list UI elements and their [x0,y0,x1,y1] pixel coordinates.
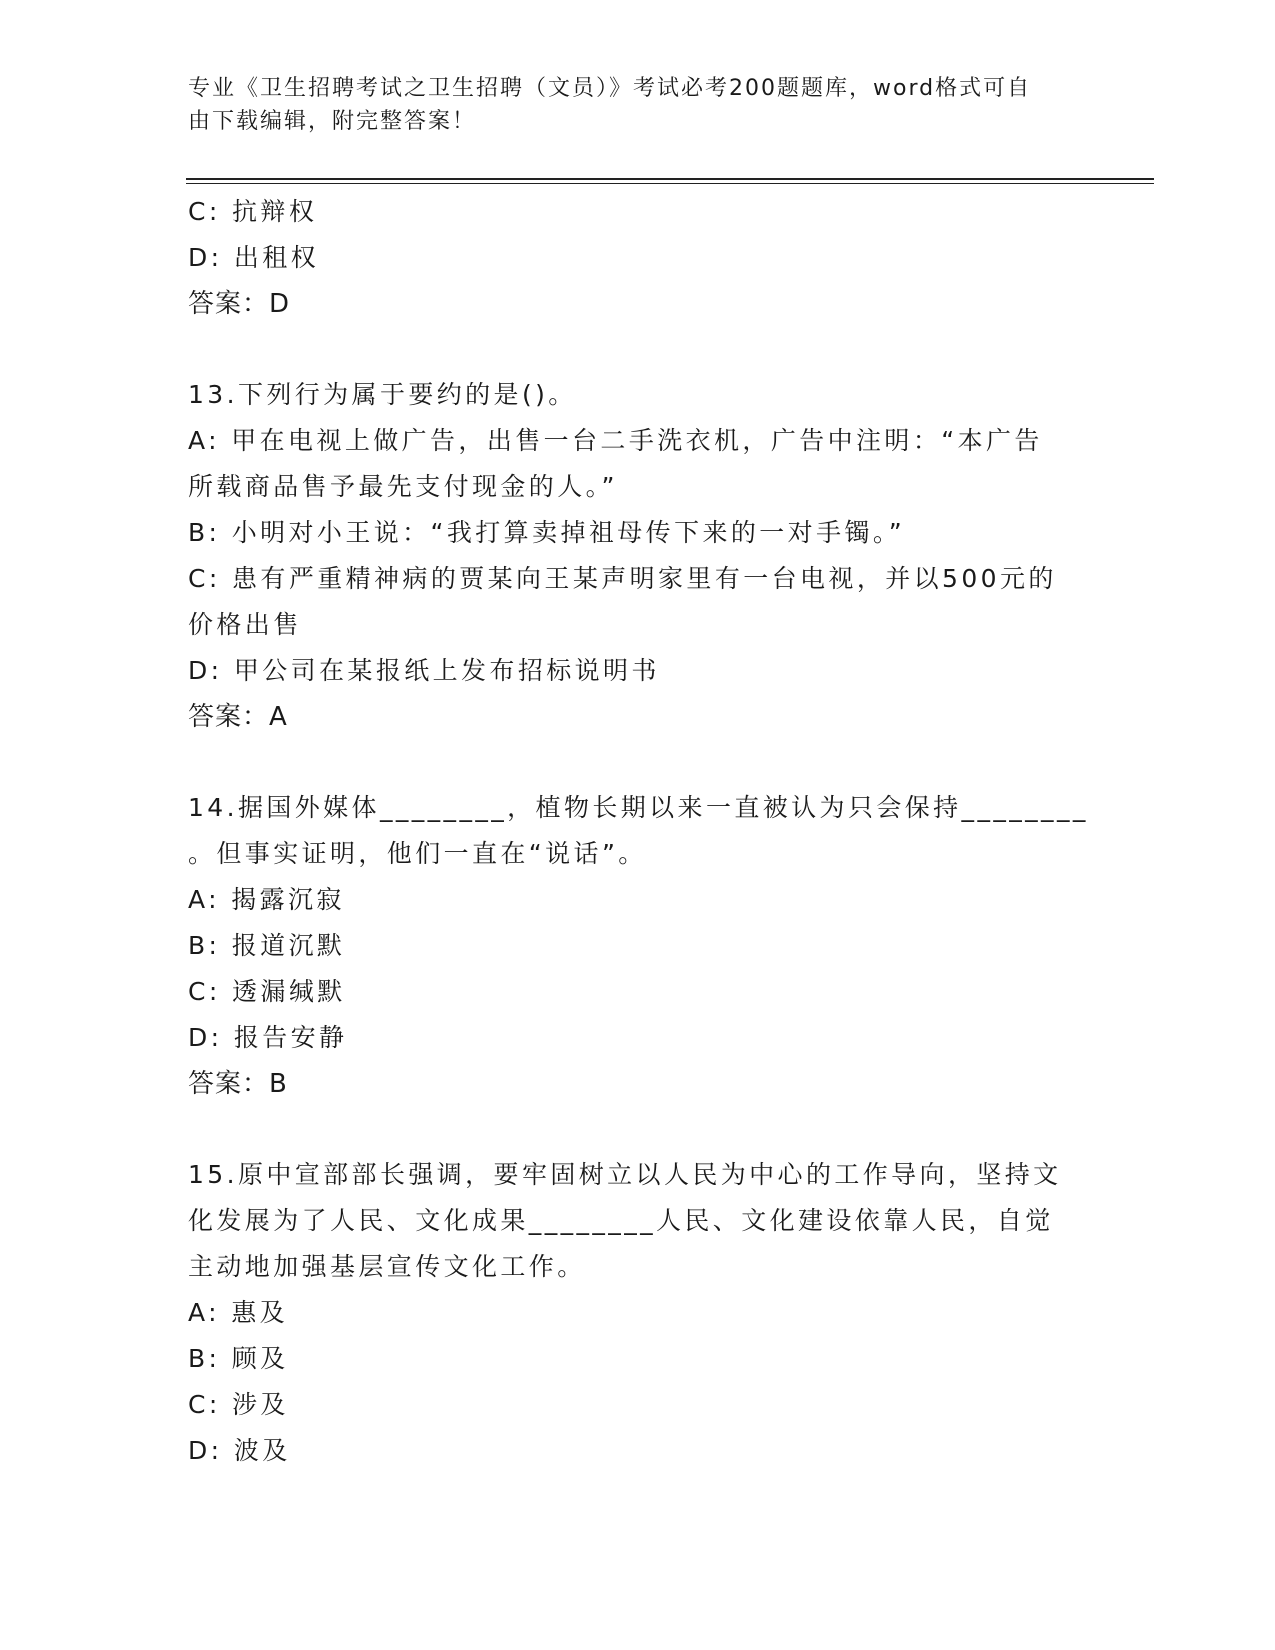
spacer [188,740,1078,785]
option-c-continued: 价格出售 [188,610,302,639]
question-stem: 13.下列行为属于要约的是()。 [188,380,577,409]
question-stem: 15.原中宣部部长强调，要牢固树立以人民为中心的工作导向，坚持文 [188,1160,1062,1189]
option-b: B: 小明对小王说：“我打算卖掉祖母传下来的一对手镯。” [188,518,906,547]
answer-line: 答案：D [188,289,291,319]
option-b: B: 顾及 [188,1344,289,1373]
question-stem-continued: 主动地加强基层宣传文化工作。 [188,1252,586,1281]
spacer [188,327,1078,372]
option-d: D: 报告安静 [188,1023,348,1052]
header-line-1: 专业《卫生招聘考试之卫生招聘（文员）》考试必考200题题库，word格式可自 [188,76,1032,101]
question-12-tail [188,189,1078,327]
answer-line: 答案：B [188,1069,288,1099]
question-stem: 14.据国外媒体________，植物长期以来一直被认为只会保持________ [188,793,1089,822]
option-d: D: 波及 [188,1436,291,1465]
header-divider-thin [186,183,1154,184]
question-15 [188,1152,1078,1474]
option-c: C: 透漏缄默 [188,977,346,1006]
option-d: D: 甲公司在某报纸上发布招标说明书 [188,656,660,685]
spacer [188,1107,1078,1152]
option-c: C: 患有严重精神病的贾某向王某声明家里有一台电视，并以500元的 [188,564,1057,593]
header-divider-thick [186,178,1154,180]
question-content [188,189,1089,1474]
question-13 [188,372,1078,740]
option-a: A: 甲在电视上做广告，出售一台二手洗衣机，广告中注明：“本广告 [188,426,1043,455]
option-c: C: 抗辩权 [188,197,318,226]
option-a-continued: 所载商品售予最先支付现金的人。” [188,472,618,501]
question-stem-continued: 化发展为了人民、文化成果________人民、文化建设依靠人民，自觉 [188,1206,1054,1235]
answer-line: 答案：A [188,702,288,732]
document-header [188,72,1068,138]
question-stem-continued: 。但事实证明，他们一直在“说话”。 [188,839,647,868]
option-c: C: 涉及 [188,1390,289,1419]
option-d: D: 出租权 [188,243,320,272]
question-14 [188,785,1089,1107]
option-a: A: 惠及 [188,1298,289,1327]
option-a: A: 揭露沉寂 [188,885,345,914]
option-b: B: 报道沉默 [188,931,346,960]
header-line-2: 由下载编辑，附完整答案！ [188,109,477,134]
